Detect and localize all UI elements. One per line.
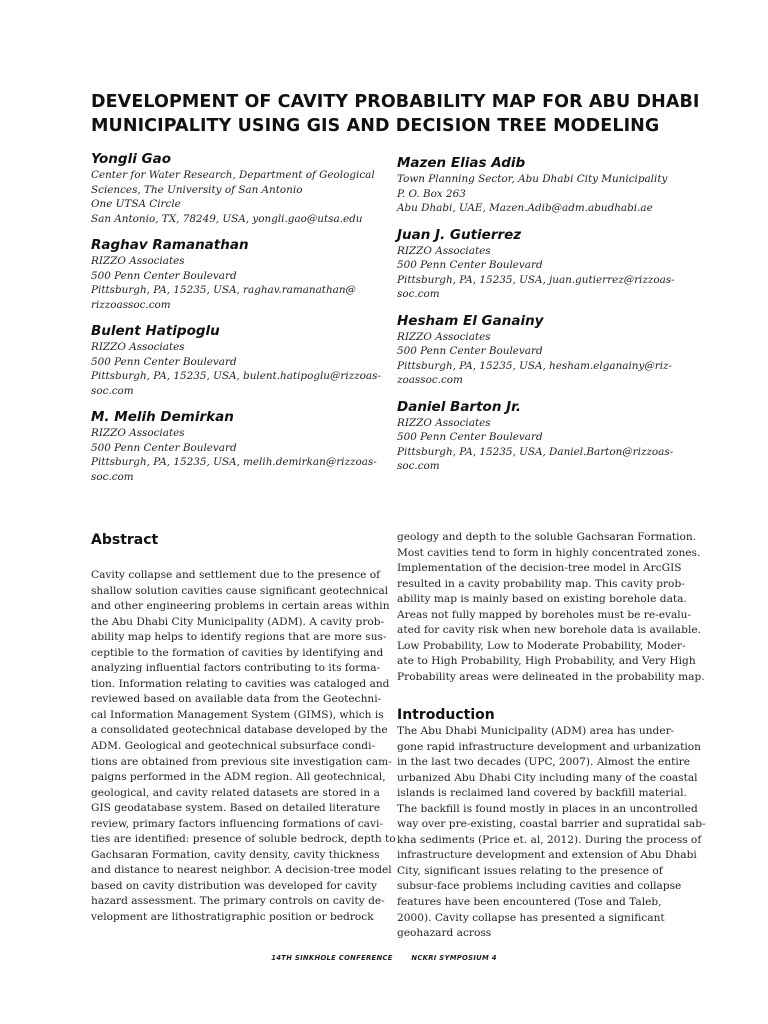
text-line: ceptible to the formation of cavities by identifying and: [91, 646, 384, 659]
text-line: features have been encountered (Tose and Taleb,: [397, 896, 662, 909]
author-affiliation-line: 500 Penn Center Boulevard: [397, 259, 543, 271]
author-affiliation-line: Town Planning Sector, Abu Dhabi City Municipality: [397, 173, 668, 185]
introduction-heading: Introduction: [397, 707, 495, 723]
author-name: Yongli Gao: [91, 151, 172, 167]
author-block: [397, 154, 697, 216]
text-line: ties are identified: presence of soluble bedrock, depth to: [91, 833, 396, 846]
author-name: Raghav Ramanathan: [91, 237, 249, 253]
text-line: Most cavities tend to form in highly concentrated zones.: [397, 546, 701, 559]
text-line: hazard assessment. The primary controls on cavity de-: [91, 895, 385, 908]
authors-right-column: [397, 154, 697, 484]
author-name: M. Melih Demirkan: [91, 409, 234, 425]
author-affiliation-line: Pittsburgh, PA, 15235, USA, Daniel.Barton@rizzoas-: [397, 445, 674, 458]
author-affiliation-line: 500 Penn Center Boulevard: [397, 345, 543, 357]
author-affiliation-line: Pittsburgh, PA, 15235, USA, bulent.hatipoglu@rizzoas-: [91, 370, 381, 382]
text-line: tions are obtained from previous site investigation cam-: [91, 755, 392, 768]
text-line: islands is reclaimed land covered by backfill material.: [397, 787, 687, 800]
title-line-2: MUNICIPALITY USING GIS AND DECISION TREE MODELING: [91, 116, 660, 136]
text-line: Implementation of the decision-tree model in ArcGIS: [397, 562, 682, 575]
author-affiliation-line: Abu Dhabi, UAE, Mazen.Adib@adm.abudhabi.ae: [397, 202, 653, 214]
author-affiliation-line: RIZZO Associates: [91, 255, 185, 267]
text-line: Cavity collapse and settlement due to the presence of: [91, 569, 381, 581]
author-block: [91, 322, 391, 398]
author-affiliation-line: RIZZO Associates: [91, 341, 185, 353]
author-name: Bulent Hatipoglu: [91, 323, 220, 339]
text-line: reviewed based on available data from the Geotechni-: [91, 693, 382, 706]
author-affiliation-line: Pittsburgh, PA, 15235, USA, raghav.ramanathan@: [91, 284, 356, 296]
author-block: [91, 150, 391, 226]
author-affiliation-line: RIZZO Associates: [91, 427, 185, 439]
text-line: shallow solution cavities cause significant geotechnical: [91, 584, 389, 597]
author-affiliation-line: RIZZO Associates: [397, 330, 491, 343]
paper-title: [91, 90, 700, 138]
author-affiliation-line: zoassoc.com: [397, 374, 463, 386]
text-line: gone rapid infrastructure development and urbanization: [397, 740, 701, 753]
author-affiliation-line: soc.com: [397, 288, 440, 300]
text-line: review, primary factors influencing formations of cavi-: [91, 817, 383, 830]
author-affiliation-line: RIZZO Associates: [397, 244, 491, 257]
text-line: infrastructure development and extension of Abu Dhabi: [397, 849, 697, 862]
author-name: Juan J. Gutierrez: [397, 226, 522, 243]
text-line: a consolidated geotechnical database developed by the: [91, 724, 388, 737]
text-line: 2000). Cavity collapse has presented a significant: [397, 911, 665, 924]
author-affiliation-line: soc.com: [397, 460, 440, 472]
title-line-1: DEVELOPMENT OF CAVITY PROBABILITY MAP FOR ABU DHABI: [91, 92, 700, 112]
author-affiliation-line: Center for Water Research, Department of Geological: [91, 169, 375, 181]
author-affiliation-line: rizzoassoc.com: [91, 298, 171, 311]
text-line: ability map helps to identify regions that are more sus-: [91, 631, 387, 644]
text-line: Low Probability, Low to Moderate Probability, Moder-: [397, 639, 686, 652]
author-affiliation-line: Pittsburgh, PA, 15235, USA, hesham.elganainy@riz-: [397, 359, 673, 372]
text-line: geology and depth to the soluble Gachsaran Formation.: [397, 531, 697, 543]
text-line: analyzing influential factors contributing to its forma-: [91, 662, 381, 675]
page-footer: [0, 954, 768, 962]
text-line: kha sediments (Price et. al, 2012). During the process of: [397, 833, 702, 846]
text-line: velopment are lithostratigraphic position or bedrock: [91, 911, 374, 924]
author-affiliation-line: Pittsburgh, PA, 15235, USA, juan.gutierrez@rizzoas-: [397, 273, 675, 286]
author-block: [397, 312, 697, 388]
author-affiliation-line: soc.com: [91, 470, 134, 483]
author-block: [91, 236, 391, 312]
author-affiliation-line: One UTSA Circle: [91, 198, 181, 210]
author-affiliation-line: 500 Penn Center Boulevard: [91, 441, 237, 454]
abstract-text-left: [91, 568, 396, 926]
author-affiliation-line: soc.com: [91, 384, 134, 397]
text-line: GIS geodatabase system. Based on detailed literature: [91, 802, 381, 815]
author-block: [91, 408, 391, 484]
text-line: and distance to nearest neighbor. A decision-tree model: [91, 864, 392, 877]
author-affiliation-line: Sciences, The University of San Antonio: [91, 183, 303, 196]
text-line: based on cavity distribution was developed for cavity: [91, 879, 377, 892]
footer-symposium: NCKRI SYMPOSIUM 4: [411, 954, 497, 962]
author-name: Daniel Barton Jr.: [397, 398, 522, 415]
text-line: ability map is mainly based on existing borehole data.: [397, 593, 687, 606]
text-line: ate to High Probability, High Probability, and Very High: [397, 655, 696, 668]
text-line: resulted in a cavity probability map. This cavity prob-: [397, 577, 685, 590]
introduction-text: [397, 724, 706, 942]
author-name: Mazen Elias Adib: [397, 155, 526, 171]
text-line: Areas not fully mapped by boreholes must be re-evalu-: [397, 608, 692, 621]
author-block: [397, 226, 697, 302]
text-line: The backfill is found mostly in places in an uncontrolled: [397, 802, 698, 815]
text-line: in the last two decades (UPC, 2007). Almost the entire: [397, 756, 691, 769]
author-affiliation-line: P. O. Box 263: [397, 187, 466, 200]
abstract-heading: Abstract: [91, 532, 159, 548]
text-line: Probability areas were delineated in the probability map.: [397, 670, 705, 683]
text-line: geological, and cavity related datasets are stored in a: [91, 786, 380, 799]
author-name: Hesham El Ganainy: [397, 312, 544, 329]
author-affiliation-line: RIZZO Associates: [397, 416, 491, 429]
author-affiliation-line: 500 Penn Center Boulevard: [397, 431, 543, 443]
text-line: City, significant issues relating to the presence of: [397, 864, 663, 877]
text-line: subsur-face problems including cavities and collapse: [397, 880, 682, 893]
text-line: The Abu Dhabi Municipality (ADM) area has under-: [397, 725, 675, 737]
text-line: ated for cavity risk when new borehole data is available.: [397, 624, 701, 637]
text-line: Gachsaran Formation, cavity density, cavity thickness: [91, 848, 380, 861]
text-line: and other engineering problems in certain areas within: [91, 600, 390, 613]
footer-conference: 14TH SINKHOLE CONFERENCE: [271, 954, 393, 962]
author-affiliation-line: 500 Penn Center Boulevard: [91, 355, 237, 368]
text-line: ADM. Geological and geotechnical subsurface condi-: [91, 740, 376, 753]
author-affiliation-line: San Antonio, TX, 78249, USA, yongli.gao@utsa.edu: [91, 212, 363, 225]
text-line: paigns performed in the ADM region. All geotechnical,: [91, 771, 386, 784]
abstract-text-right: [397, 530, 705, 685]
text-line: way over pre-existing, coastal barrier and supratidal sab-: [397, 818, 706, 831]
authors-left-column: [91, 150, 391, 494]
text-line: cal Information Management System (GIMS), which is: [91, 708, 384, 721]
author-affiliation-line: Pittsburgh, PA, 15235, USA, melih.demirkan@rizzoas-: [91, 456, 377, 468]
author-block: [397, 398, 697, 474]
text-line: the Abu Dhabi City Municipality (ADM). A cavity prob-: [91, 615, 385, 628]
text-line: geohazard across: [397, 927, 492, 940]
text-line: tion. Information relating to cavities was cataloged and: [91, 677, 390, 690]
text-line: urbanized Abu Dhabi City including many of the coastal: [397, 771, 698, 784]
author-affiliation-line: 500 Penn Center Boulevard: [91, 269, 237, 282]
